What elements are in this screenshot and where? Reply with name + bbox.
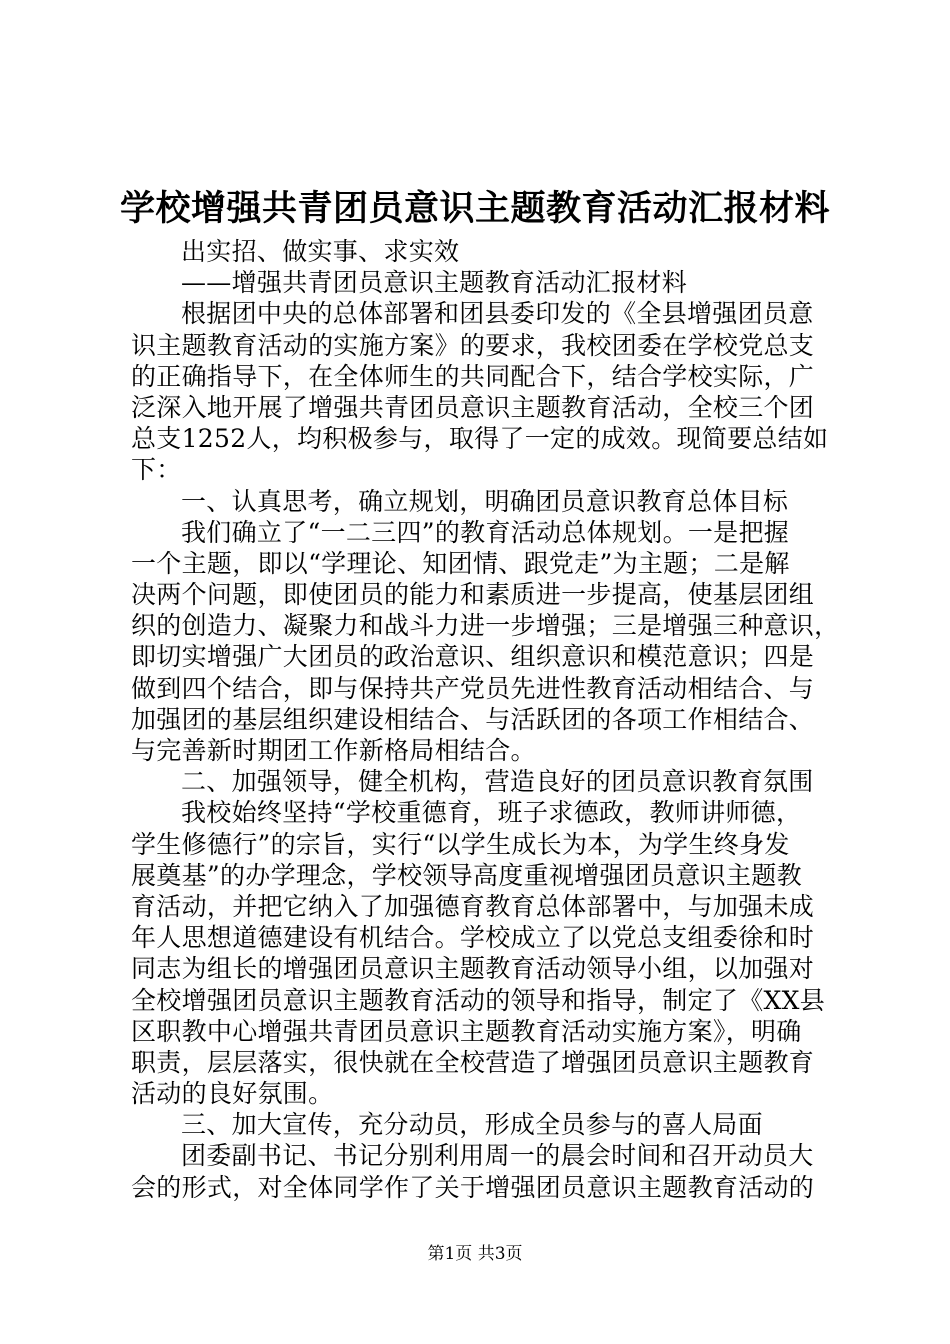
body-line: ——增强共青团员意识主题教育活动汇报材料 [181, 268, 688, 298]
body-line: 我们确立了“一二三四”的教育活动总体规划。一是把握 [181, 517, 790, 547]
body-line: 区职教中心增强共青团员意识主题教育活动实施方案》，明确 [131, 1016, 802, 1046]
body-line: 育活动，并把它纳入了加强德育教育总体部署中，与加强未成 [131, 891, 815, 921]
body-line: 展奠基”的办学理念，学校领导高度重视增强团员意识主题教 [131, 860, 802, 890]
body-line: 总支1252人，均积极参与，取得了一定的成效。现简要总结如 [131, 424, 829, 454]
body-line: 决两个问题，即使团员的能力和素质进一步提高，使基层团组 [131, 580, 815, 610]
body-line: 我校始终坚持“学校重德育，班子求德政，教师讲师德， [181, 798, 802, 828]
body-line: 职责，层层落实，很快就在全校营造了增强团员意识主题教育 [131, 1047, 815, 1077]
body-line: 识主题教育活动的实施方案》的要求，我校团委在学校党总支 [131, 330, 815, 360]
body-line: 根据团中央的总体部署和团县委印发的《全县增强团员意 [181, 299, 814, 329]
body-line: 下： [131, 455, 182, 485]
body-line: 三、加大宣传，充分动员，形成全员参与的喜人局面 [181, 1110, 763, 1140]
document-title: 学校增强共青团员意识主题教育活动汇报材料 [119, 188, 830, 229]
body-line: 织的创造力、凝聚力和战斗力进一步增强；三是增强三种意识， [131, 611, 840, 641]
body-line: 做到四个结合，即与保持共产党员先进性教育活动相结合、与 [131, 673, 815, 703]
body-line: 与完善新时期团工作新格局相结合。 [131, 736, 536, 765]
body-line: 同志为组长的增强团员意识主题教育活动领导小组，以加强对 [131, 954, 815, 984]
page-footer: 第1页 共3页 [427, 1244, 523, 1264]
body-line: 即切实增强广大团员的政治意识、组织意识和模范意识；四是 [131, 642, 815, 672]
body-line: 年人思想道德建设有机结合。学校成立了以党总支组委徐和时 [131, 923, 815, 953]
body-line: 一、认真思考，确立规划，明确团员意识教育总体目标 [181, 486, 789, 516]
body-line: 活动的良好氛围。 [131, 1079, 334, 1109]
body-line: 全校增强团员意识主题教育活动的领导和指导，制定了《XX县 [131, 985, 825, 1015]
document-body [131, 236, 840, 1203]
body-line: 泛深入地开展了增强共青团员意识主题教育活动，全校三个团 [131, 392, 815, 422]
body-line: 会的形式，对全体同学作了关于增强团员意识主题教育活动的 [131, 1172, 815, 1202]
body-line: 的正确指导下，在全体师生的共同配合下，结合学校实际，广 [131, 361, 815, 391]
body-line: 二、加强领导，健全机构，营造良好的团员意识教育氛围 [181, 767, 814, 797]
body-line: 团委副书记、书记分别利用周一的晨会时间和召开动员大 [181, 1141, 814, 1171]
body-line: 一个主题，即以“学理论、知团情、跟党走”为主题；二是解 [131, 548, 790, 578]
body-line: 出实招、做实事、求实效 [181, 237, 460, 266]
body-line: 加强团的基层组织建设相结合、与活跃团的各项工作相结合、 [131, 704, 815, 734]
body-line: 学生修德行”的宗旨，实行“以学生成长为本，为学生终身发 [131, 829, 790, 859]
